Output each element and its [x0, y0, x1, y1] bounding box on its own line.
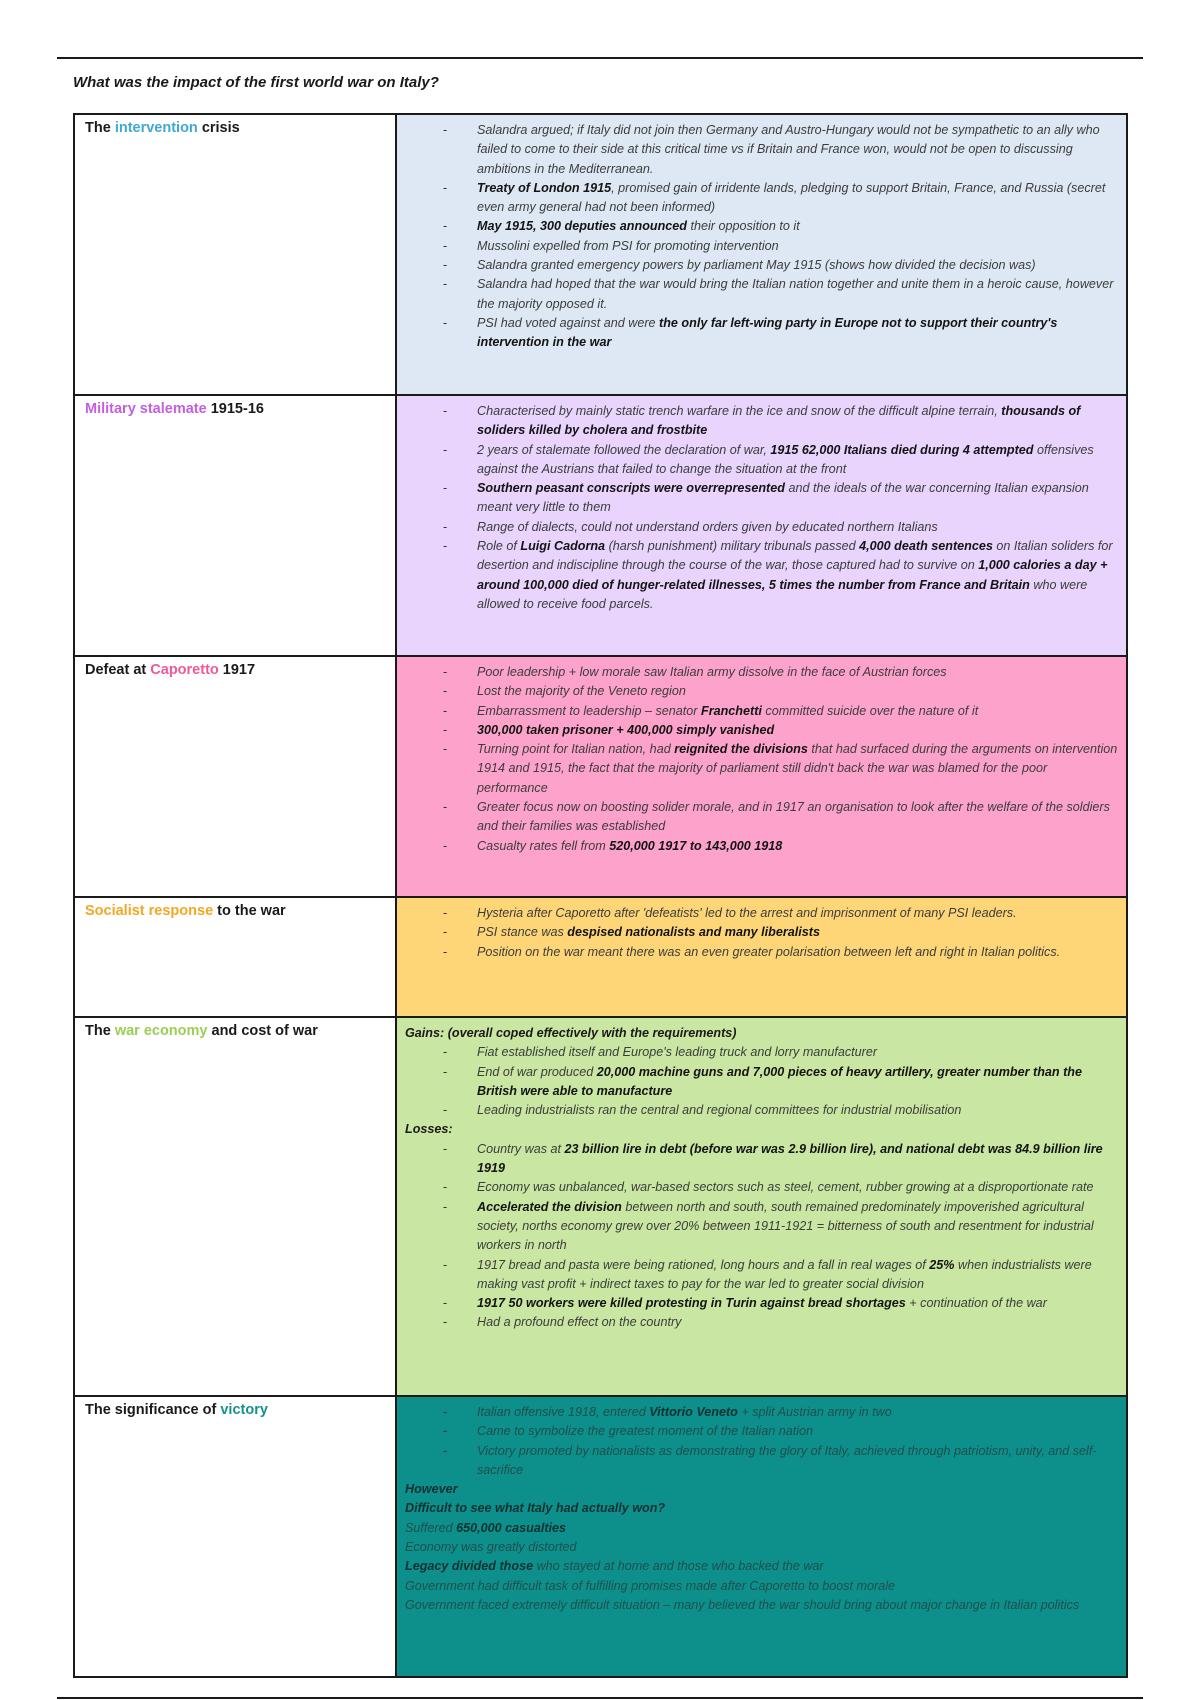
text-span: Poor leadership + low morale saw Italian army dissolve in the face of Austrian forces	[477, 665, 947, 679]
text-span: Turning point for Italian nation, had	[477, 742, 675, 757]
notes-table	[73, 113, 1128, 1678]
summary-line	[405, 1557, 1118, 1576]
text-span: Country was at	[477, 1141, 565, 1156]
content-cell	[396, 1017, 1127, 1396]
topic-cell	[74, 114, 396, 395]
text-span: who were allowed to receive food parcels.	[477, 577, 1088, 611]
list-item	[405, 798, 1118, 837]
however-subheading: Difficult to see what Italy had actually won?	[405, 1501, 666, 1516]
list-item	[405, 1442, 1118, 1481]
text-span: to the war	[213, 903, 286, 919]
bullet-list	[405, 121, 1118, 353]
bold-text: Treaty of London 1915	[477, 180, 612, 195]
bold-text: Legacy divided those	[405, 1559, 534, 1574]
bullet-list	[405, 904, 1118, 962]
text-span: The	[85, 1023, 115, 1039]
text-span: (harsh punishment) military tribunals passed	[605, 539, 860, 554]
bullet-list	[405, 402, 1118, 614]
list-item	[405, 1043, 1118, 1062]
list-item	[405, 217, 1118, 236]
bullet-list	[405, 1403, 1118, 1480]
bold-text: 1917 50 workers were killed protesting in Turin against bread shortages	[477, 1296, 906, 1311]
text-span: Characterised by mainly static trench warfare in the ice and snow of the difficult alpine terrain,	[477, 404, 1002, 418]
bold-text: 4,000 death sentences	[859, 539, 993, 554]
however-heading: However	[405, 1482, 458, 1497]
text-span: Government faced extremely difficult situation – many believed the war should bring about major change in Italian politics	[405, 1597, 1080, 1612]
text-span: Fiat established itself and Europe's leading truck and lorry manufacturer	[477, 1045, 878, 1060]
bold-text: Vittorio Veneto	[649, 1405, 738, 1419]
text-span: Lost the majority of the Veneto region	[477, 684, 686, 699]
bold-text: 1,000 calories a day + around 100,000 died of hunger-related illnesses, 5 times the number from France and Britain	[477, 558, 1108, 592]
text-span: who stayed at home and those who backed the war	[533, 1559, 824, 1574]
bold-text: despised nationalists and many liberalists	[567, 925, 820, 940]
text-span: Victory promoted by nationalists as demonstrating the glory of Italy, achieved through patriotism, unity, and self-sacrifice	[477, 1443, 1097, 1477]
summary-line	[405, 1596, 1118, 1615]
list-item	[405, 479, 1118, 518]
list-item	[405, 537, 1118, 614]
list-item	[405, 682, 1118, 701]
topic-cell	[74, 1396, 396, 1677]
list-item	[405, 904, 1118, 923]
list-item	[405, 702, 1118, 721]
content-cell	[396, 1396, 1127, 1677]
text-span: 1917	[218, 662, 256, 678]
text-span: , promised gain of irridente lands, pledging to support Britain, France, and Russia (secret even army general had not been informed)	[477, 180, 1106, 215]
text-span: The significance of	[85, 1402, 221, 1418]
list-item	[405, 1294, 1118, 1313]
summary-line	[405, 1577, 1118, 1596]
topic-cell	[74, 1017, 396, 1396]
text-span: Casualty rates fell from	[477, 838, 610, 853]
bold-text: 23 billion lire in debt (before war was 2.9 billion lire), and national debt was 84.9 billion lire 1919	[477, 1141, 1103, 1176]
table-row-caporetto	[74, 656, 1127, 897]
content-cell	[396, 395, 1127, 656]
table-row-military-stalemate	[74, 395, 1127, 656]
text-span: between north and south, south remained predominately impoverished agricultural society, norths economy grew over 20% between 1911-1921 = bitterness of south and resentment for industrial workers in north	[477, 1199, 1094, 1253]
list-item	[405, 1101, 1118, 1120]
list-item	[405, 740, 1118, 798]
text-span: their opposition to it	[686, 219, 800, 234]
text-span: Role of	[477, 539, 521, 554]
losses-list	[405, 1140, 1118, 1333]
bold-text: 25%	[929, 1257, 955, 1272]
bold-text: 20,000 machine guns and 7,000 pieces of heavy artillery, greater number than the British were able to manufacture	[477, 1064, 1083, 1098]
text-span: 2 years of stalemate followed the declaration of war,	[477, 442, 771, 457]
text-span: on Italian soliders for desertion and indiscipline through the course of the war, those captured had to survive on	[477, 539, 1113, 573]
list-item	[405, 275, 1118, 314]
topic-cell	[74, 656, 396, 897]
list-item	[405, 441, 1118, 480]
text-span: Position on the war meant there was an even greater polarisation between left and right in Italian politics.	[477, 944, 1061, 959]
content-cell	[396, 656, 1127, 897]
text-span: and the ideals of the war concerning Italian expansion meant very little to them	[477, 481, 1089, 515]
content-cell	[396, 114, 1127, 395]
bold-text: thousands of soliders killed by cholera and frostbite	[477, 404, 1081, 438]
list-item	[405, 402, 1118, 441]
list-item	[405, 923, 1118, 942]
text-span: PSI had voted against and were	[477, 315, 660, 330]
text-span: PSI stance was	[477, 925, 568, 940]
text-span: Salandra granted emergency powers by parliament May 1915 (shows how divided the decision was)	[477, 258, 1036, 273]
list-item	[405, 1178, 1118, 1197]
bold-text: 300,000 taken prisoner + 400,000 simply vanished	[477, 722, 775, 737]
list-item	[405, 1313, 1118, 1332]
bold-text: May 1915, 300 deputies announced	[477, 219, 687, 234]
list-item	[405, 256, 1118, 275]
text-span: Economy was greatly distorted	[405, 1540, 577, 1555]
summary-line	[405, 1519, 1118, 1538]
list-item	[405, 518, 1118, 537]
list-item	[405, 1256, 1118, 1295]
topic-highlight: Military stalemate	[85, 401, 207, 417]
list-item	[405, 1063, 1118, 1102]
topic-cell	[74, 395, 396, 656]
list-item	[405, 943, 1118, 962]
list-item	[405, 837, 1118, 856]
text-span: Italian offensive 1918, entered	[477, 1405, 650, 1419]
list-item	[405, 721, 1118, 740]
bold-text: Accelerated the division	[477, 1199, 622, 1214]
topic-cell	[74, 897, 396, 1017]
text-span: 1915-16	[206, 401, 264, 417]
text-span: Hysteria after Caporetto after 'defeatists' led to the arrest and imprisonment of many PSI leaders.	[477, 906, 1017, 920]
list-item	[405, 179, 1118, 218]
bold-text: 650,000 casualties	[456, 1520, 567, 1535]
bold-text: Franchetti	[701, 703, 762, 718]
losses-heading: Losses:	[405, 1122, 453, 1137]
text-span: Leading industrialists ran the central and regional committees for industrial mobilisation	[477, 1103, 962, 1118]
gains-list	[405, 1043, 1118, 1120]
list-item	[405, 121, 1118, 179]
content-cell	[396, 897, 1127, 1017]
gains-heading: Gains: (overall coped effectively with the requirements)	[405, 1026, 737, 1040]
list-item	[405, 1422, 1118, 1441]
text-span: Salandra argued; if Italy did not join then Germany and Austro-Hungary would not be sympathetic to an ally who failed to come to their side at this critical time vs if Britain and France won, would not be open to discussing ambitions in the Mediterranean.	[477, 123, 1100, 176]
text-span: Range of dialects, could not understand orders given by educated northern Italians	[477, 519, 938, 534]
list-item	[405, 1198, 1118, 1256]
text-span: crisis	[197, 120, 240, 136]
summary-line	[405, 1538, 1118, 1557]
text-span: Suffered	[405, 1520, 457, 1535]
bold-text: the only far left-wing party in Europe not to support their country's intervention in the war	[477, 315, 1058, 350]
text-span: 1917 bread and pasta were being rationed, long hours and a fall in real wages of	[477, 1257, 930, 1272]
bullet-list	[405, 663, 1118, 856]
text-span: Greater focus now on boosting solider morale, and in 1917 an organisation to look after the welfare of the soldiers and their families was established	[477, 800, 1110, 834]
list-item	[405, 314, 1118, 353]
text-span: End of war produced	[477, 1064, 597, 1079]
text-span: and cost of war	[207, 1023, 318, 1039]
top-rule	[57, 57, 1143, 59]
text-span: Mussolini expelled from PSI for promoting intervention	[477, 238, 779, 253]
topic-highlight: Caporetto	[150, 662, 219, 678]
text-span: Had a profound effect on the country	[477, 1315, 682, 1330]
text-span: committed suicide over the nature of it	[761, 703, 979, 718]
text-span: Embarrassment to leadership – senator	[477, 703, 702, 718]
text-span: Salandra had hoped that the war would bring the Italian nation together and unite them in a heroic cause, however the majority opposed it.	[477, 277, 1114, 311]
topic-highlight: Socialist response	[85, 903, 214, 919]
text-span: + continuation of the war	[905, 1296, 1047, 1311]
text-span: Economy was unbalanced, war-based sectors such as steel, cement, rubber growing at a disproportionate rate	[477, 1180, 1094, 1195]
list-item	[405, 1140, 1118, 1179]
bold-text: Southern peasant conscripts were overrepresented	[477, 481, 785, 496]
text-span: that had surfaced during the arguments on intervention 1914 and 1915, the fact that the majority of parliament still didn't back the war was blamed for the poor performance	[477, 742, 1118, 795]
table-row-intervention-crisis	[74, 114, 1127, 395]
topic-highlight: war economy	[114, 1023, 208, 1039]
text-span: when industrialists were making vast profit + indirect taxes to pay for the war led to greater social division	[477, 1257, 1092, 1291]
text-span: Defeat at	[85, 662, 151, 678]
list-item	[405, 1403, 1118, 1422]
list-item	[405, 663, 1118, 682]
text-span: Government had difficult task of fulfilling promises made after Caporetto to boost morale	[405, 1578, 895, 1593]
document-title: What was the impact of the first world war on Italy?	[73, 74, 439, 91]
text-span: The	[85, 120, 115, 136]
table-row-significance-of-victory	[74, 1396, 1127, 1677]
list-item	[405, 237, 1118, 256]
table-row-war-economy	[74, 1017, 1127, 1396]
text-span: offensives against the Austrians that failed to change the situation at the front	[477, 442, 1094, 476]
bold-text: reignited the divisions	[674, 742, 808, 757]
bold-text: 1915 62,000 Italians died during 4 attempted	[770, 442, 1034, 457]
topic-highlight: victory	[220, 1402, 268, 1418]
bold-text: Luigi Cadorna	[520, 539, 606, 554]
bottom-rule	[57, 1697, 1143, 1699]
topic-highlight: intervention	[114, 120, 198, 136]
text-span: + split Austrian army in two	[737, 1405, 892, 1419]
bold-text: 520,000 1917 to 143,000 1918	[609, 838, 783, 853]
table-row-socialist-response	[74, 897, 1127, 1017]
text-span: Came to symbolize the greatest moment of the Italian nation	[477, 1424, 814, 1439]
